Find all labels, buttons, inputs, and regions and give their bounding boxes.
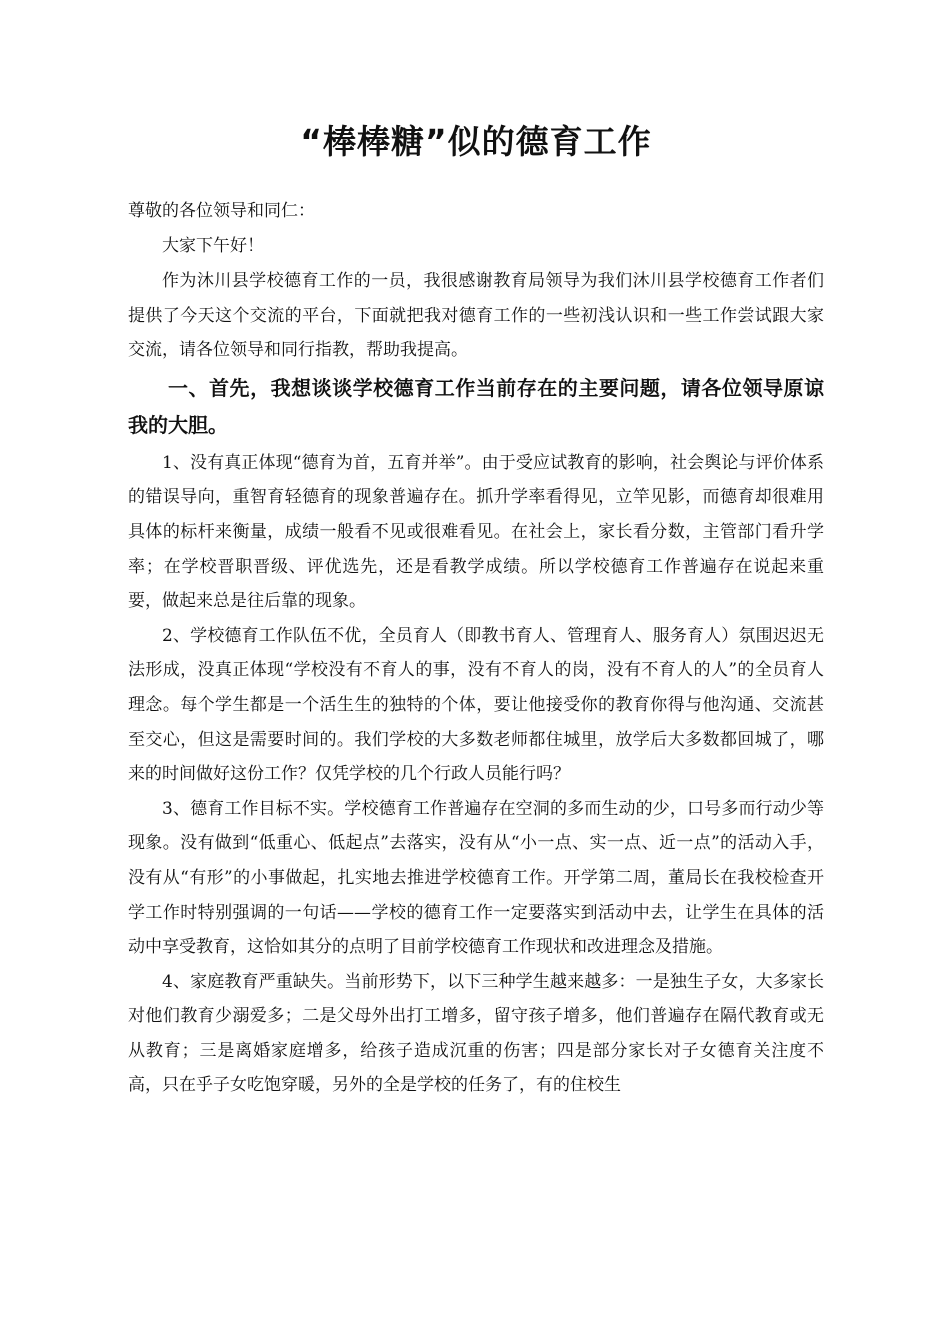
salutation: 尊敬的各位领导和同仁： (128, 201, 315, 221)
body-paragraph-4: 4、家庭教育严重缺失。当前形势下，以下三种学生越来越多：一是独生子女，大多家长对他们教育少溺爱多；二是父母外出打工增多，留守孩子增多，他们普遍存在隔代教育或无从教育；三是离婚家庭增多，给孩子造成沉重的伤害；四是部分家长对子女德育关注度不高，只在乎子女吃饱穿暖，另外的全是学校的任务了，有的住校生 (128, 971, 824, 1096)
body-paragraph-1: 1、没有真正体现“德育为首，五育并举”。由于受应试教育的影响，社会舆论与评价体系的错误导向，重智育轻德育的现象普遍存在。抓升学率看得见，立竿见影，而德育却很难用具体的标杆来衡量，成绩一般看不见或很难看见。在社会上，家长看分数，主管部门看升学率；在学校晋职晋级、评优选先，还是看教学成绩。所以学校德育工作普遍存在说起来重要，做起来总是往后靠的现象。 (128, 452, 824, 612)
greeting: 大家下午好！ (162, 236, 264, 256)
intro-paragraph: 作为沐川县学校德育工作的一员，我很感谢教育局领导为我们沐川县学校德育工作者们提供了今天这个交流的平台，下面就把我对德育工作的一些初浅认识和一些工作尝试跟大家交流，请各位领导和同行指教，帮助我提高。 (128, 271, 824, 361)
document-page (128, 112, 824, 1103)
section-heading: 一、首先，我想谈谈学校德育工作当前存在的主要问题，请各位领导原谅我的大胆。 (128, 375, 824, 437)
body-paragraph-3: 3、德育工作目标不实。学校德育工作普遍存在空洞的多而生动的少，口号多而行动少等现象。没有做到“低重心、低起点”去落实，没有从“小一点、实一点、近一点”的活动入手，没有从“有形”的小事做起，扎实地去推进学校德育工作。开学第二周，董局长在我校检查开学工作时特别强调的一句话——学校的德育工作一定要落实到活动中去，让学生在具体的活动中享受教育，这恰如其分的点明了目前学校德育工作现状和改进理念及措施。 (128, 798, 824, 958)
document-title: “棒棒糖”似的德育工作 (300, 122, 652, 161)
body-paragraph-2: 2、学校德育工作队伍不优，全员育人（即教书育人、管理育人、服务育人）氛围迟迟无法形成，没真正体现“学校没有不育人的事，没有不育人的岗，没有不育人的人”的全员育人理念。每个学生都是一个活生生的独特的个体，要让他接受你的教育你得与他沟通、交流甚至交心，但这是需要时间的。我们学校的大多数老师都住城里，放学后大多数都回城了，哪来的时间做好这份工作？仅凭学校的几个行政人员能行吗？ (128, 625, 824, 785)
